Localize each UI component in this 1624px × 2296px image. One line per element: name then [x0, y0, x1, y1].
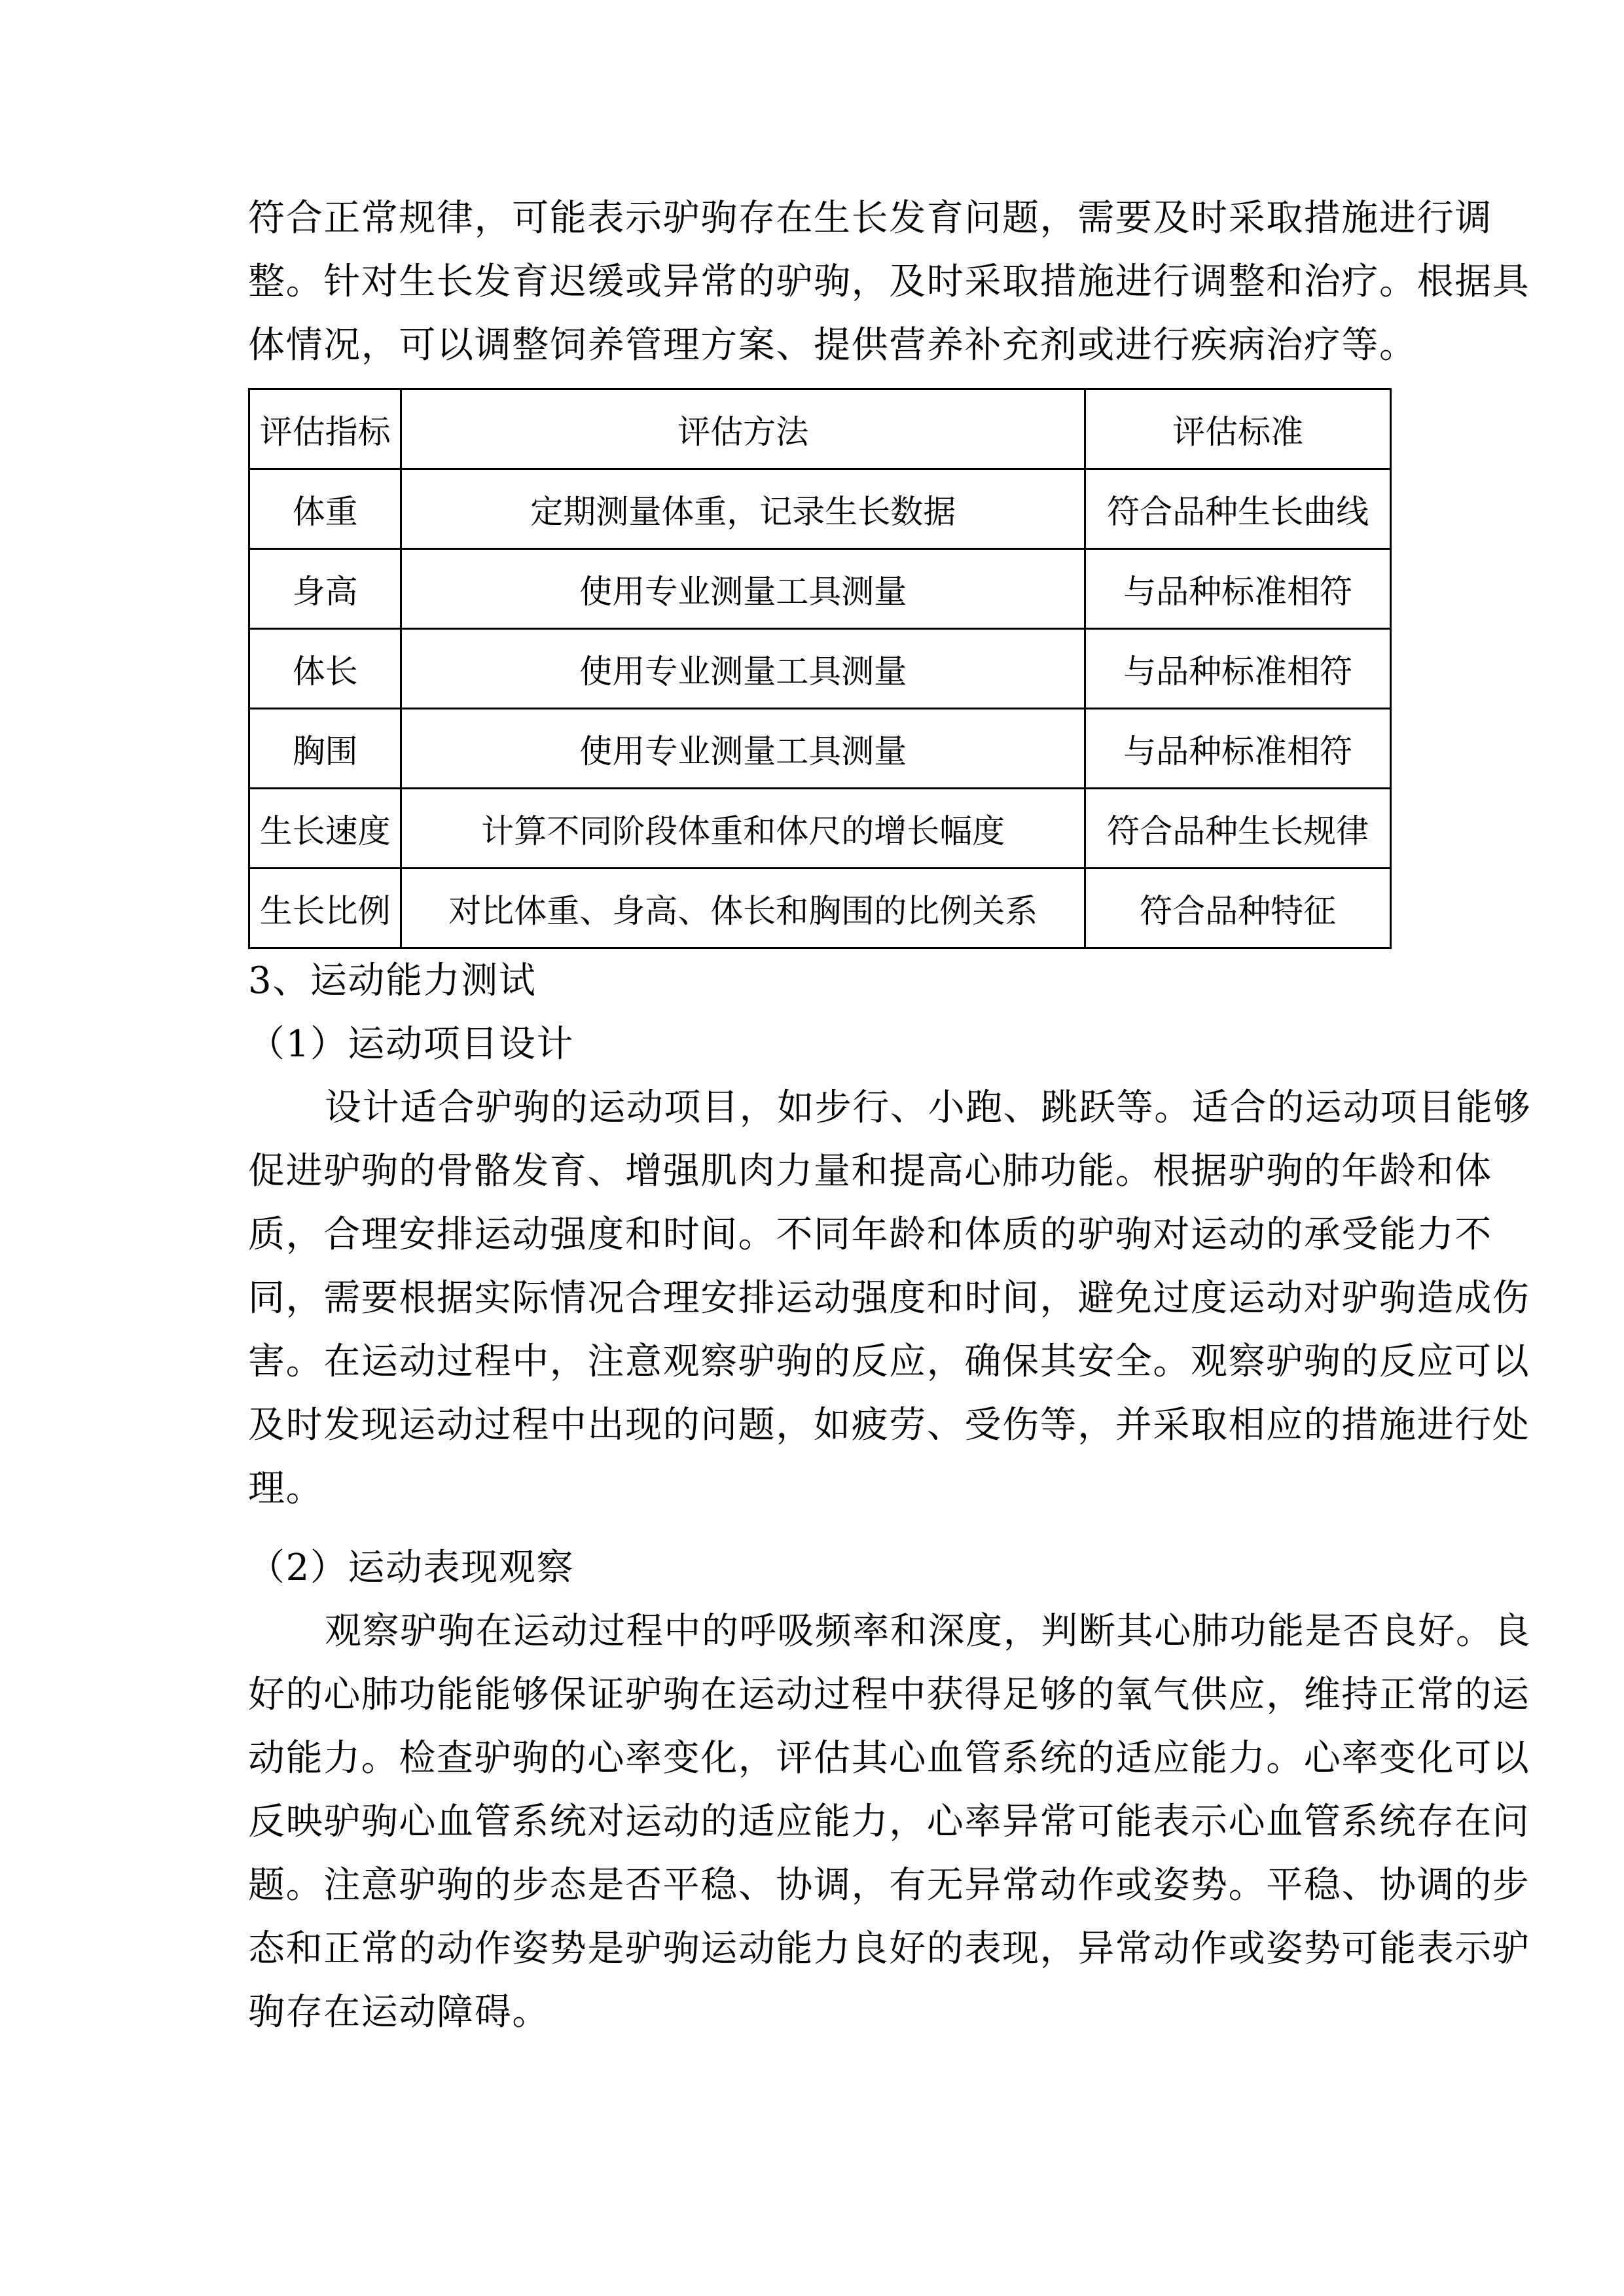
standard-cell: 符合品种特征 — [1085, 869, 1391, 948]
paragraph-line: 题。注意驴驹的步态是否平稳、协调，有无异常动作或姿势。平稳、协调的步 — [248, 1864, 1530, 1907]
subsection-2-paragraph — [248, 1600, 1532, 2044]
growth-assessment-table — [248, 388, 1392, 949]
standard-cell: 符合品种生长规律 — [1085, 789, 1391, 869]
table-row — [249, 629, 1391, 709]
standard-cell: 符合品种生长曲线 — [1085, 469, 1391, 549]
table-header-row — [249, 389, 1391, 469]
paragraph-line: 害。在运动过程中，注意观察驴驹的反应，确保其安全。观察驴驹的反应可以 — [248, 1340, 1530, 1383]
table-row — [249, 549, 1391, 629]
indicator-cell: 生长比例 — [249, 869, 401, 948]
paragraph-line: 促进驴驹的骨骼发育、增强肌肉力量和提高心肺功能。根据驴驹的年龄和体 — [248, 1150, 1492, 1193]
indicator-cell: 身高 — [249, 549, 401, 629]
method-cell: 使用专业测量工具测量 — [401, 549, 1085, 629]
paragraph-line: 理。 — [248, 1467, 324, 1510]
table-row — [249, 469, 1391, 549]
indicator-cell: 体长 — [249, 629, 401, 709]
section-3-heading: 3、运动能力测试 — [248, 960, 537, 1002]
standard-cell: 与品种标准相符 — [1085, 709, 1391, 789]
intro-paragraph — [248, 187, 1530, 377]
paragraph-line: 质，合理安排运动强度和时间。不同年龄和体质的驴驹对运动的承受能力不 — [248, 1213, 1492, 1256]
indicator-cell: 生长速度 — [249, 789, 401, 869]
paragraph-line: 驹存在运动障碍。 — [248, 1991, 550, 2034]
paragraph-line: 体情况，可以调整饲养管理方案、提供营养补充剂或进行疾病治疗等。 — [248, 324, 1417, 367]
table-row — [249, 789, 1391, 869]
paragraph-line: 及时发现运动过程中出现的问题，如疲劳、受伤等，并采取相应的措施进行处 — [248, 1404, 1530, 1446]
paragraph-line: 整。针对生长发育迟缓或异常的驴驹，及时采取措施进行调整和治疗。根据具 — [248, 260, 1530, 303]
method-cell: 使用专业测量工具测量 — [401, 629, 1085, 709]
paragraph-line: 动能力。检查驴驹的心率变化，评估其心血管系统的适应能力。心率变化可以 — [248, 1737, 1530, 1780]
method-cell: 定期测量体重，记录生长数据 — [401, 469, 1085, 549]
paragraph-line: 同，需要根据实际情况合理安排运动强度和时间，避免过度运动对驴驹造成伤 — [248, 1277, 1530, 1319]
paragraph-line: 观察驴驹在运动过程中的呼吸频率和深度，判断其心肺功能是否良好。良 — [325, 1610, 1532, 1653]
indicator-cell: 体重 — [249, 469, 401, 549]
standard-cell: 与品种标准相符 — [1085, 629, 1391, 709]
document-page — [248, 187, 1532, 2044]
header-cell-method: 评估方法 — [401, 389, 1085, 469]
paragraph-line: 设计适合驴驹的运动项目，如步行、小跑、跳跃等。适合的运动项目能够 — [325, 1086, 1532, 1129]
subsection-2-heading: （2）运动表现观察 — [248, 1547, 575, 1589]
header-cell-standard: 评估标准 — [1085, 389, 1391, 469]
standard-cell: 与品种标准相符 — [1085, 549, 1391, 629]
paragraph-line: 反映驴驹心血管系统对运动的适应能力，心率异常可能表示心血管系统存在问 — [248, 1801, 1530, 1843]
method-cell: 对比体重、身高、体长和胸围的比例关系 — [401, 869, 1085, 948]
indicator-cell: 胸围 — [249, 709, 401, 789]
table-row — [249, 869, 1391, 948]
table-row — [249, 709, 1391, 789]
paragraph-line: 态和正常的动作姿势是驴驹运动能力良好的表现，异常动作或姿势可能表示驴 — [248, 1928, 1530, 1970]
header-cell-indicator: 评估指标 — [249, 389, 401, 469]
paragraph-line: 好的心肺功能能够保证驴驹在运动过程中获得足够的氧气供应，维持正常的运 — [248, 1674, 1530, 1716]
method-cell: 计算不同阶段体重和体尺的增长幅度 — [401, 789, 1085, 869]
table-body — [249, 389, 1391, 948]
subsection-1-paragraph — [248, 1076, 1532, 1520]
paragraph-line: 符合正常规律，可能表示驴驹存在生长发育问题，需要及时采取措施进行调 — [248, 197, 1492, 240]
subsection-1-heading: （1）运动项目设计 — [248, 1023, 575, 1066]
method-cell: 使用专业测量工具测量 — [401, 709, 1085, 789]
